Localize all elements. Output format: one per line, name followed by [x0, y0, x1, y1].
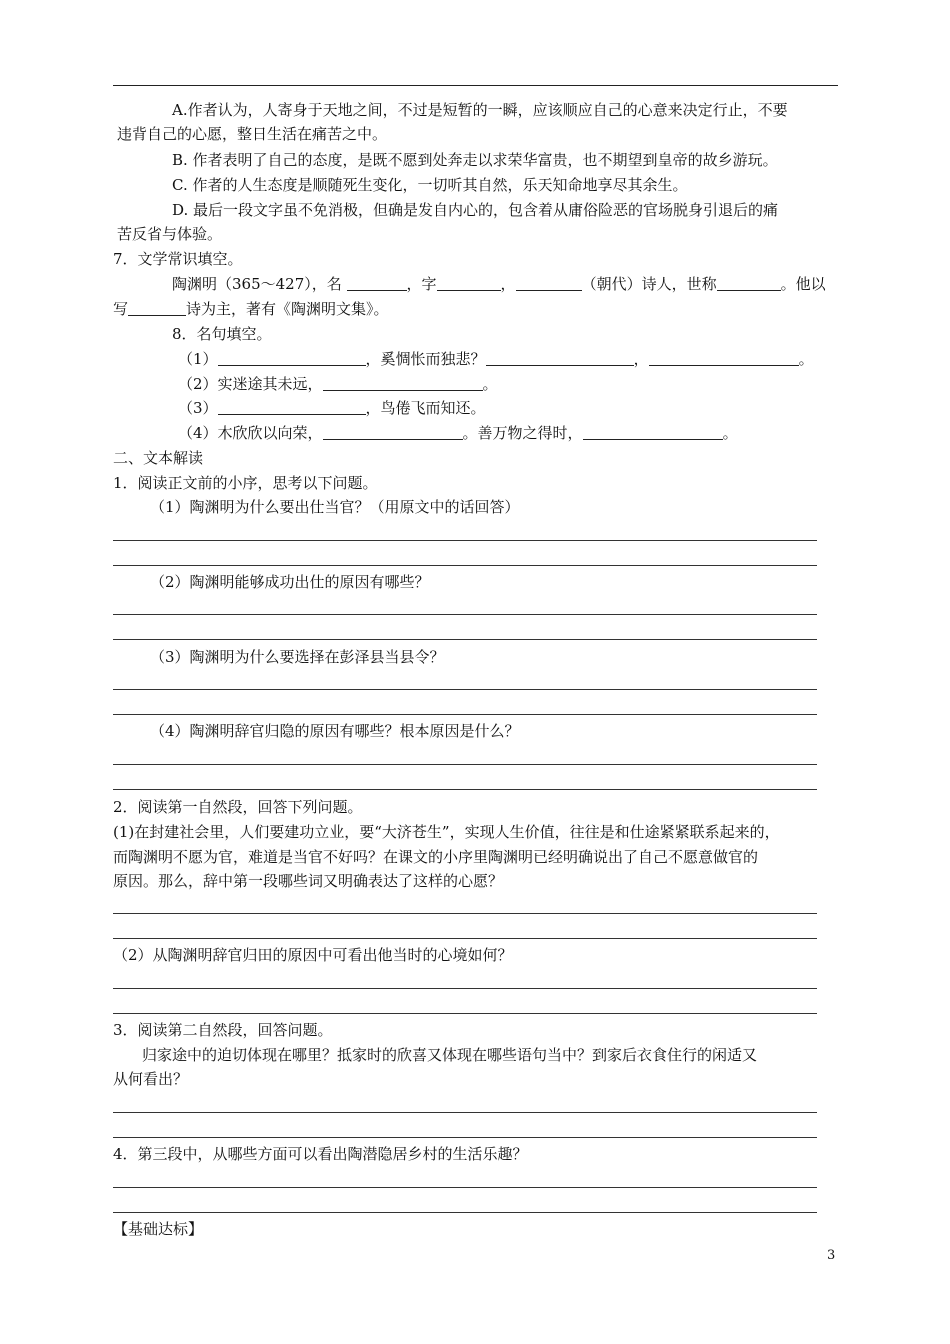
- answer-line[interactable]: [113, 938, 817, 939]
- blank-title[interactable]: [717, 275, 781, 291]
- s2-q3: 3．阅读第二自然段，回答问题。: [113, 1021, 333, 1039]
- blank-dynasty[interactable]: [516, 275, 582, 291]
- answer-line[interactable]: [113, 1212, 817, 1213]
- blank-8-1b[interactable]: [486, 350, 634, 366]
- s2-q3-line1: 归家途中的迫切体现在哪里？抵家时的欣喜又体现在哪些语句当中？到家后衣食住行的闲适又: [142, 1046, 758, 1064]
- q8-item3: （3） ，鸟倦飞而知还。: [178, 399, 486, 417]
- s2-q2: 2．阅读第一自然段，回答下列问题。: [113, 798, 363, 816]
- answer-line[interactable]: [113, 1112, 817, 1113]
- option-d-line2: 苦反省与体验。: [117, 225, 223, 243]
- q7-title: 7．文学常识填空。: [113, 250, 243, 268]
- q8-item1: （1） ，奚惆怅而独悲？ ， 。: [178, 350, 814, 368]
- s2-q2-1-line2: 而陶渊明不愿为官，难道是当官不好吗？在课文的小序里陶渊明已经明确说出了自己不愿意做官的: [113, 848, 759, 866]
- blank-8-4b[interactable]: [583, 424, 723, 440]
- s2-q1-1: （1）陶渊明为什么要出仕当官？（用原文中的话回答）: [150, 498, 520, 516]
- answer-line[interactable]: [113, 565, 817, 566]
- s2-q1-4: （4）陶渊明辞官归隐的原因有哪些？根本原因是什么？: [150, 722, 520, 740]
- blank-zi[interactable]: [437, 275, 501, 291]
- answer-line[interactable]: [113, 614, 817, 615]
- answer-line[interactable]: [113, 1187, 817, 1188]
- answer-line[interactable]: [113, 639, 817, 640]
- answer-line[interactable]: [113, 689, 817, 690]
- answer-line[interactable]: [113, 714, 817, 715]
- option-c: C. 作者的人生态度是顺随死生变化，一切听其自然，乐天知命地享尽其余生。: [172, 176, 688, 194]
- answer-line[interactable]: [113, 764, 817, 765]
- blank-8-3[interactable]: [218, 399, 366, 415]
- option-d-line1: D. 最后一段文字虽不免消极，但确是发自内心的，包含着从庸俗险恶的官场脱身引退后的痛: [172, 201, 779, 219]
- q7-line1: 陶渊明（365～427），名 ，字 ， （朝代）诗人，世称 。他以: [172, 275, 826, 293]
- option-a-line2: 违背自己的心愿，整日生活在痛苦之中。: [117, 125, 388, 143]
- q8-title: 8．名句填空。: [172, 325, 272, 343]
- s2-q3-line2: 从何看出？: [113, 1070, 189, 1088]
- blank-name[interactable]: [347, 275, 407, 291]
- option-a-line1: A.作者认为，人寄身于天地之间，不过是短暂的一瞬，应该顺应自己的心意来决定行止，不要: [172, 101, 788, 119]
- option-b: B. 作者表明了自己的态度，是既不愿到处奔走以求荣华富贵，也不期望到皇帝的故乡游玩。: [172, 151, 778, 169]
- answer-line[interactable]: [113, 1013, 817, 1014]
- answer-line[interactable]: [113, 988, 817, 989]
- q8-item2: （2）实迷途其未远， 。: [178, 375, 498, 393]
- s2-q2-2: （2）从陶渊明辞官归田的原因中可看出他当时的心境如何？: [113, 946, 513, 964]
- s2-q4: 4．第三段中，从哪些方面可以看出陶潜隐居乡村的生活乐趣？: [113, 1145, 528, 1163]
- blank-8-1c[interactable]: [649, 350, 799, 366]
- basic-section-title: 【基础达标】: [113, 1220, 204, 1238]
- q7-line2: 写 诗为主，著有《陶渊明文集》。: [113, 300, 389, 318]
- s2-q2-1-line1: (1)在封建社会里，人们要建功立业，要“大济苍生”，实现人生价值，往往是和仕途紧紧联系起来的，: [113, 823, 780, 841]
- section2-title: 二、文本解读: [113, 449, 204, 467]
- header-rule: [113, 85, 838, 86]
- q8-item4: （4）木欣欣以向荣， 。善万物之得时， 。: [178, 424, 738, 442]
- blank-poem-type[interactable]: [128, 300, 186, 316]
- page-number: 3: [827, 1248, 836, 1263]
- blank-8-2[interactable]: [323, 375, 483, 391]
- blank-8-4a[interactable]: [323, 424, 463, 440]
- s2-q1: 1．阅读正文前的小序，思考以下问题。: [113, 474, 378, 492]
- s2-q2-1-line3: 原因。那么，辞中第一段哪些词又明确表达了这样的心愿？: [113, 872, 504, 890]
- answer-line[interactable]: [113, 1137, 817, 1138]
- blank-8-1a[interactable]: [218, 350, 366, 366]
- s2-q1-2: （2）陶渊明能够成功出仕的原因有哪些？: [150, 573, 430, 591]
- s2-q1-3: （3）陶渊明为什么要选择在彭泽县当县令？: [150, 648, 445, 666]
- answer-line[interactable]: [113, 540, 817, 541]
- answer-line[interactable]: [113, 913, 817, 914]
- answer-line[interactable]: [113, 789, 817, 790]
